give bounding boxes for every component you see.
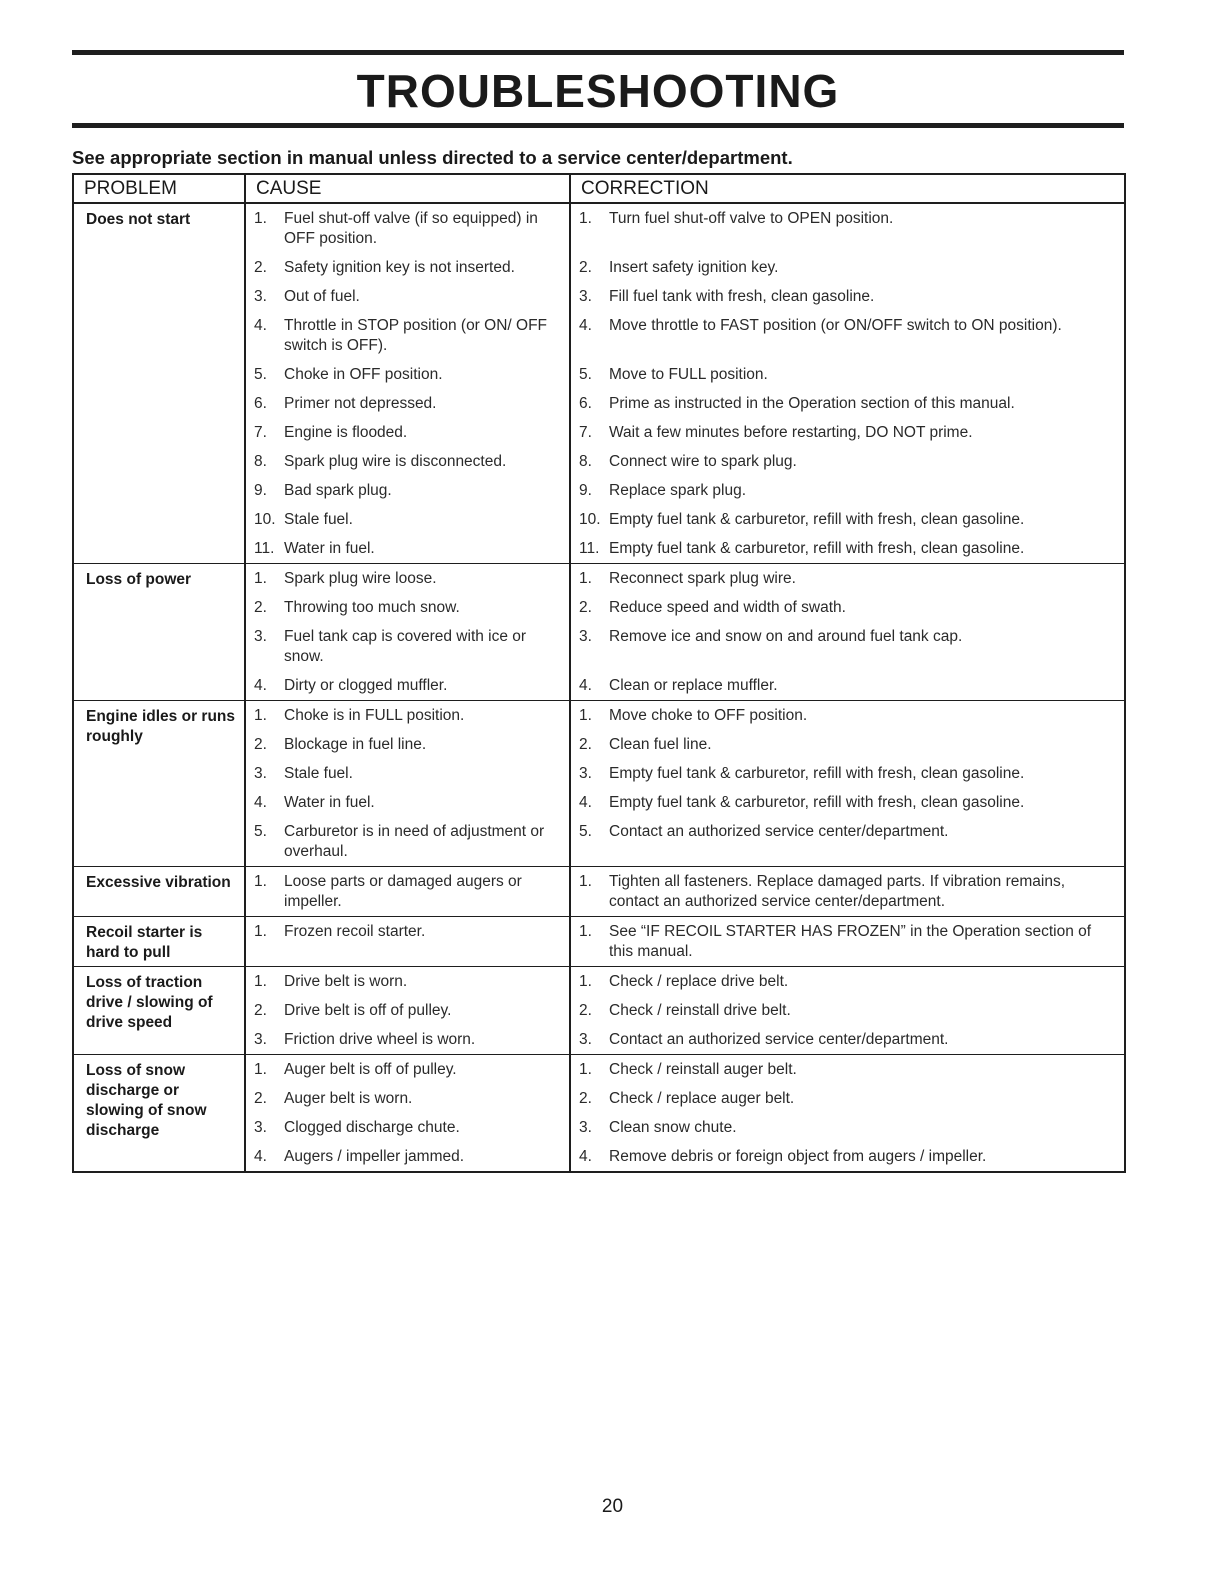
cause-item-number: 11. — [254, 540, 275, 557]
correction-item-text: Insert safety ignition key. — [609, 259, 779, 276]
correction-cell — [570, 867, 1125, 917]
correction-item-text: Connect wire to spark plug. — [609, 453, 797, 470]
correction-item-number: 1. — [579, 923, 592, 940]
correction-item-text: Fill fuel tank with fresh, clean gasoline. — [609, 288, 875, 305]
correction-item-number: 3. — [579, 628, 592, 645]
cause-item-number: 3. — [254, 288, 267, 305]
correction-item-number: 4. — [579, 1148, 592, 1165]
correction-item-number: 3. — [579, 765, 592, 782]
correction-item — [571, 282, 1124, 311]
correction-item — [571, 311, 1124, 360]
correction-item — [571, 759, 1124, 788]
cause-item-text: Stale fuel. — [284, 765, 353, 782]
cause-cell — [245, 701, 570, 867]
correction-item-text: Empty fuel tank & carburetor, refill with fresh, clean gasoline. — [609, 540, 1025, 557]
correction-item — [571, 730, 1124, 759]
cause-item — [246, 867, 569, 916]
correction-cell — [570, 203, 1125, 564]
correction-item — [571, 1113, 1124, 1142]
correction-item-text: Reconnect spark plug wire. — [609, 570, 796, 587]
cause-item — [246, 967, 569, 996]
correction-item — [571, 418, 1124, 447]
cause-item-text: Throwing too much snow. — [284, 599, 460, 616]
problem-cell: Excessive vibration — [73, 867, 245, 917]
cause-item — [246, 996, 569, 1025]
cause-item-number: 1. — [254, 923, 267, 940]
correction-item-text: Remove ice and snow on and around fuel tank cap. — [609, 628, 963, 645]
cause-item-number: 1. — [254, 707, 267, 724]
cause-item-text: Spark plug wire is disconnected. — [284, 453, 507, 470]
table-row — [73, 867, 1125, 917]
cause-item-number: 6. — [254, 395, 267, 412]
table-row — [73, 701, 1125, 867]
cause-item-text: Engine is flooded. — [284, 424, 408, 441]
cause-item-text: Spark plug wire loose. — [284, 570, 437, 587]
correction-cell — [570, 701, 1125, 867]
correction-item — [571, 701, 1124, 730]
cause-item-text: Choke is in FULL position. — [284, 707, 465, 724]
cause-item-text: Dirty or clogged muffler. — [284, 677, 448, 694]
cause-item — [246, 1025, 569, 1054]
problem-cell: Loss of traction drive / slowing of drive speed — [73, 967, 245, 1055]
correction-item — [571, 817, 1124, 866]
correction-item — [571, 622, 1124, 671]
correction-item-number: 1. — [579, 1061, 592, 1078]
correction-item — [571, 389, 1124, 418]
correction-item — [571, 867, 1124, 916]
correction-item-text: Move to FULL position. — [609, 366, 768, 383]
cause-item — [246, 447, 569, 476]
correction-cell — [570, 967, 1125, 1055]
table-row — [73, 967, 1125, 1055]
cause-item-text: Out of fuel. — [284, 288, 360, 305]
correction-item-text: Empty fuel tank & carburetor, refill with fresh, clean gasoline. — [609, 765, 1025, 782]
cause-cell — [245, 1055, 570, 1173]
cause-cell — [245, 917, 570, 967]
cause-item — [246, 389, 569, 418]
cause-item-number: 1. — [254, 570, 267, 587]
correction-item — [571, 593, 1124, 622]
correction-item-number: 11. — [579, 540, 600, 557]
cause-item — [246, 593, 569, 622]
cause-cell — [245, 564, 570, 701]
cause-item-text: Drive belt is off of pulley. — [284, 1002, 452, 1019]
correction-item — [571, 505, 1124, 534]
cause-item — [246, 311, 569, 360]
page-number: 20 — [601, 1496, 624, 1517]
table-row — [73, 203, 1125, 564]
problem-cell: Engine idles or runs roughly — [73, 701, 245, 867]
problem-cell: Loss of power — [73, 564, 245, 701]
cause-item-number: 8. — [254, 453, 267, 470]
correction-cell — [570, 1055, 1125, 1173]
cause-item-text: Loose parts or damaged augers or impeller. — [284, 873, 522, 910]
cause-item-number: 3. — [254, 765, 267, 782]
cause-item-text: Water in fuel. — [284, 540, 375, 557]
cause-cell — [245, 203, 570, 564]
cause-item-text: Carburetor is in need of adjustment or overhaul. — [284, 823, 545, 860]
problem-cell: Recoil starter is hard to pull — [73, 917, 245, 967]
correction-item-number: 2. — [579, 259, 592, 276]
correction-item — [571, 1055, 1124, 1084]
header-problem: PROBLEM — [73, 174, 245, 203]
cause-item-number: 1. — [254, 973, 267, 990]
correction-item-text: Move throttle to FAST position (or ON/OFF switch to ON position). — [609, 317, 1062, 334]
cause-item-text: Choke in OFF position. — [284, 366, 443, 383]
page — [72, 50, 1124, 1173]
correction-item-number: 1. — [579, 873, 592, 890]
table-row — [73, 1055, 1125, 1173]
cause-item-number: 1. — [254, 210, 267, 227]
correction-item-number: 4. — [579, 677, 592, 694]
correction-item-number: 1. — [579, 707, 592, 724]
correction-item-number: 8. — [579, 453, 592, 470]
correction-item-text: Prime as instructed in the Operation section of this manual. — [609, 395, 1015, 412]
cause-item-text: Stale fuel. — [284, 511, 353, 528]
cause-item — [246, 671, 569, 700]
cause-item-text: Augers / impeller jammed. — [284, 1148, 465, 1165]
correction-item-number: 2. — [579, 736, 592, 753]
cause-item-number: 5. — [254, 823, 267, 840]
header-row — [73, 174, 1125, 203]
correction-item-number: 4. — [579, 794, 592, 811]
correction-item-text: Check / reinstall auger belt. — [609, 1061, 797, 1078]
table-row — [73, 917, 1125, 967]
correction-item — [571, 476, 1124, 505]
correction-cell — [570, 564, 1125, 701]
correction-item — [571, 360, 1124, 389]
correction-item — [571, 564, 1124, 593]
correction-item — [571, 1142, 1124, 1171]
cause-item-number: 3. — [254, 1031, 267, 1048]
correction-item — [571, 204, 1124, 253]
correction-item — [571, 534, 1124, 563]
correction-item-text: Empty fuel tank & carburetor, refill with fresh, clean gasoline. — [609, 794, 1025, 811]
correction-item-text: Empty fuel tank & carburetor, refill with fresh, clean gasoline. — [609, 511, 1025, 528]
cause-item-number: 4. — [254, 794, 267, 811]
cause-item-number: 4. — [254, 317, 267, 334]
page-title: TROUBLESHOOTING — [356, 65, 840, 117]
correction-item-text: Check / reinstall drive belt. — [609, 1002, 791, 1019]
cause-item — [246, 788, 569, 817]
cause-cell — [245, 867, 570, 917]
correction-item-text: Reduce speed and width of swath. — [609, 599, 846, 616]
correction-item-text: Check / replace auger belt. — [609, 1090, 795, 1107]
cause-item-number: 2. — [254, 259, 267, 276]
cause-item — [246, 505, 569, 534]
correction-item-text: Turn fuel shut-off valve to OPEN position. — [609, 210, 894, 227]
correction-item-number: 9. — [579, 482, 592, 499]
cause-item-text: Auger belt is off of pulley. — [284, 1061, 457, 1078]
problem-cell: Does not start — [73, 203, 245, 564]
cause-item — [246, 418, 569, 447]
correction-item-text: Contact an authorized service center/department. — [609, 1031, 949, 1048]
cause-cell — [245, 967, 570, 1055]
correction-item-text: Contact an authorized service center/department. — [609, 823, 949, 840]
problem-cell: Loss of snow discharge or slowing of snow discharge — [73, 1055, 245, 1173]
cause-item — [246, 1084, 569, 1113]
correction-item-text: Remove debris or foreign object from augers / impeller. — [609, 1148, 987, 1165]
cause-item-number: 10. — [254, 511, 276, 528]
cause-item — [246, 1055, 569, 1084]
cause-item — [246, 564, 569, 593]
cause-item-number: 2. — [254, 736, 267, 753]
correction-item-text: Clean or replace muffler. — [609, 677, 778, 694]
cause-item — [246, 759, 569, 788]
table-body — [73, 203, 1125, 1172]
header-correction: CORRECTION — [570, 174, 1125, 203]
correction-item-text: Clean snow chute. — [609, 1119, 737, 1136]
correction-item-number: 2. — [579, 1090, 592, 1107]
correction-item-number: 2. — [579, 599, 592, 616]
correction-item-number: 1. — [579, 570, 592, 587]
cause-item-number: 2. — [254, 599, 267, 616]
correction-item-text: Check / replace drive belt. — [609, 973, 789, 990]
cause-item-number: 5. — [254, 366, 267, 383]
cause-item — [246, 360, 569, 389]
cause-item — [246, 476, 569, 505]
correction-item-number: 5. — [579, 366, 592, 383]
cause-item-number: 7. — [254, 424, 267, 441]
cause-item-text: Throttle in STOP position (or ON/ OFF switch is OFF). — [284, 317, 548, 354]
cause-item — [246, 253, 569, 282]
cause-item-number: 3. — [254, 628, 267, 645]
cause-item-number: 9. — [254, 482, 267, 499]
correction-item-number: 1. — [579, 973, 592, 990]
bottom-rule — [72, 123, 1124, 128]
correction-item-text: Replace spark plug. — [609, 482, 746, 499]
cause-item — [246, 1113, 569, 1142]
correction-item-text: Clean fuel line. — [609, 736, 712, 753]
correction-item-number: 3. — [579, 1031, 592, 1048]
correction-item-text: Move choke to OFF position. — [609, 707, 808, 724]
cause-item — [246, 817, 569, 866]
correction-item — [571, 967, 1124, 996]
cause-item-number: 4. — [254, 1148, 267, 1165]
subtitle: See appropriate section in manual unless directed to a service center/department. — [72, 147, 793, 168]
correction-item — [571, 1084, 1124, 1113]
cause-item — [246, 204, 569, 253]
correction-item — [571, 671, 1124, 700]
cause-item-text: Clogged discharge chute. — [284, 1119, 460, 1136]
correction-item-number: 1. — [579, 210, 592, 227]
troubleshooting-table — [72, 173, 1126, 1173]
correction-item — [571, 788, 1124, 817]
correction-item-number: 7. — [579, 424, 592, 441]
correction-item-number: 3. — [579, 1119, 592, 1136]
cause-item-number: 2. — [254, 1090, 267, 1107]
correction-item — [571, 1025, 1124, 1054]
correction-cell — [570, 917, 1125, 967]
cause-item-text: Primer not depressed. — [284, 395, 437, 412]
cause-item-number: 4. — [254, 677, 267, 694]
cause-item-text: Blockage in fuel line. — [284, 736, 427, 753]
cause-item-number: 1. — [254, 873, 267, 890]
table-row — [73, 564, 1125, 701]
cause-item — [246, 1142, 569, 1171]
cause-item — [246, 701, 569, 730]
correction-item-number: 10. — [579, 511, 601, 528]
cause-item — [246, 917, 569, 966]
correction-item-text: See “IF RECOIL STARTER HAS FROZEN” in the Operation section of this manual. — [609, 923, 1092, 960]
cause-item-number: 3. — [254, 1119, 267, 1136]
header-cause: CAUSE — [245, 174, 570, 203]
title-block — [72, 55, 1124, 123]
correction-item-number: 4. — [579, 317, 592, 334]
correction-item — [571, 253, 1124, 282]
cause-item-text: Water in fuel. — [284, 794, 375, 811]
correction-item-number: 5. — [579, 823, 592, 840]
cause-item-number: 2. — [254, 1002, 267, 1019]
cause-item-text: Drive belt is worn. — [284, 973, 408, 990]
correction-item — [571, 996, 1124, 1025]
cause-item-text: Bad spark plug. — [284, 482, 392, 499]
correction-item-text: Wait a few minutes before restarting, DO NOT prime. — [609, 424, 973, 441]
correction-item-number: 6. — [579, 395, 592, 412]
cause-item-text: Fuel tank cap is covered with ice or snow. — [284, 628, 527, 665]
cause-item-text: Friction drive wheel is worn. — [284, 1031, 476, 1048]
cause-item — [246, 534, 569, 563]
cause-item-number: 1. — [254, 1061, 267, 1078]
cause-item-text: Frozen recoil starter. — [284, 923, 426, 940]
correction-item-number: 2. — [579, 1002, 592, 1019]
correction-item — [571, 447, 1124, 476]
cause-item — [246, 730, 569, 759]
correction-item-text: Tighten all fasteners. Replace damaged parts. If vibration remains, contact an authorized service center/department. — [609, 873, 1066, 910]
cause-item-text: Fuel shut-off valve (if so equipped) in OFF position. — [284, 210, 538, 247]
correction-item-number: 3. — [579, 288, 592, 305]
cause-item-text: Safety ignition key is not inserted. — [284, 259, 515, 276]
cause-item — [246, 622, 569, 671]
cause-item-text: Auger belt is worn. — [284, 1090, 413, 1107]
correction-item — [571, 917, 1124, 966]
cause-item — [246, 282, 569, 311]
